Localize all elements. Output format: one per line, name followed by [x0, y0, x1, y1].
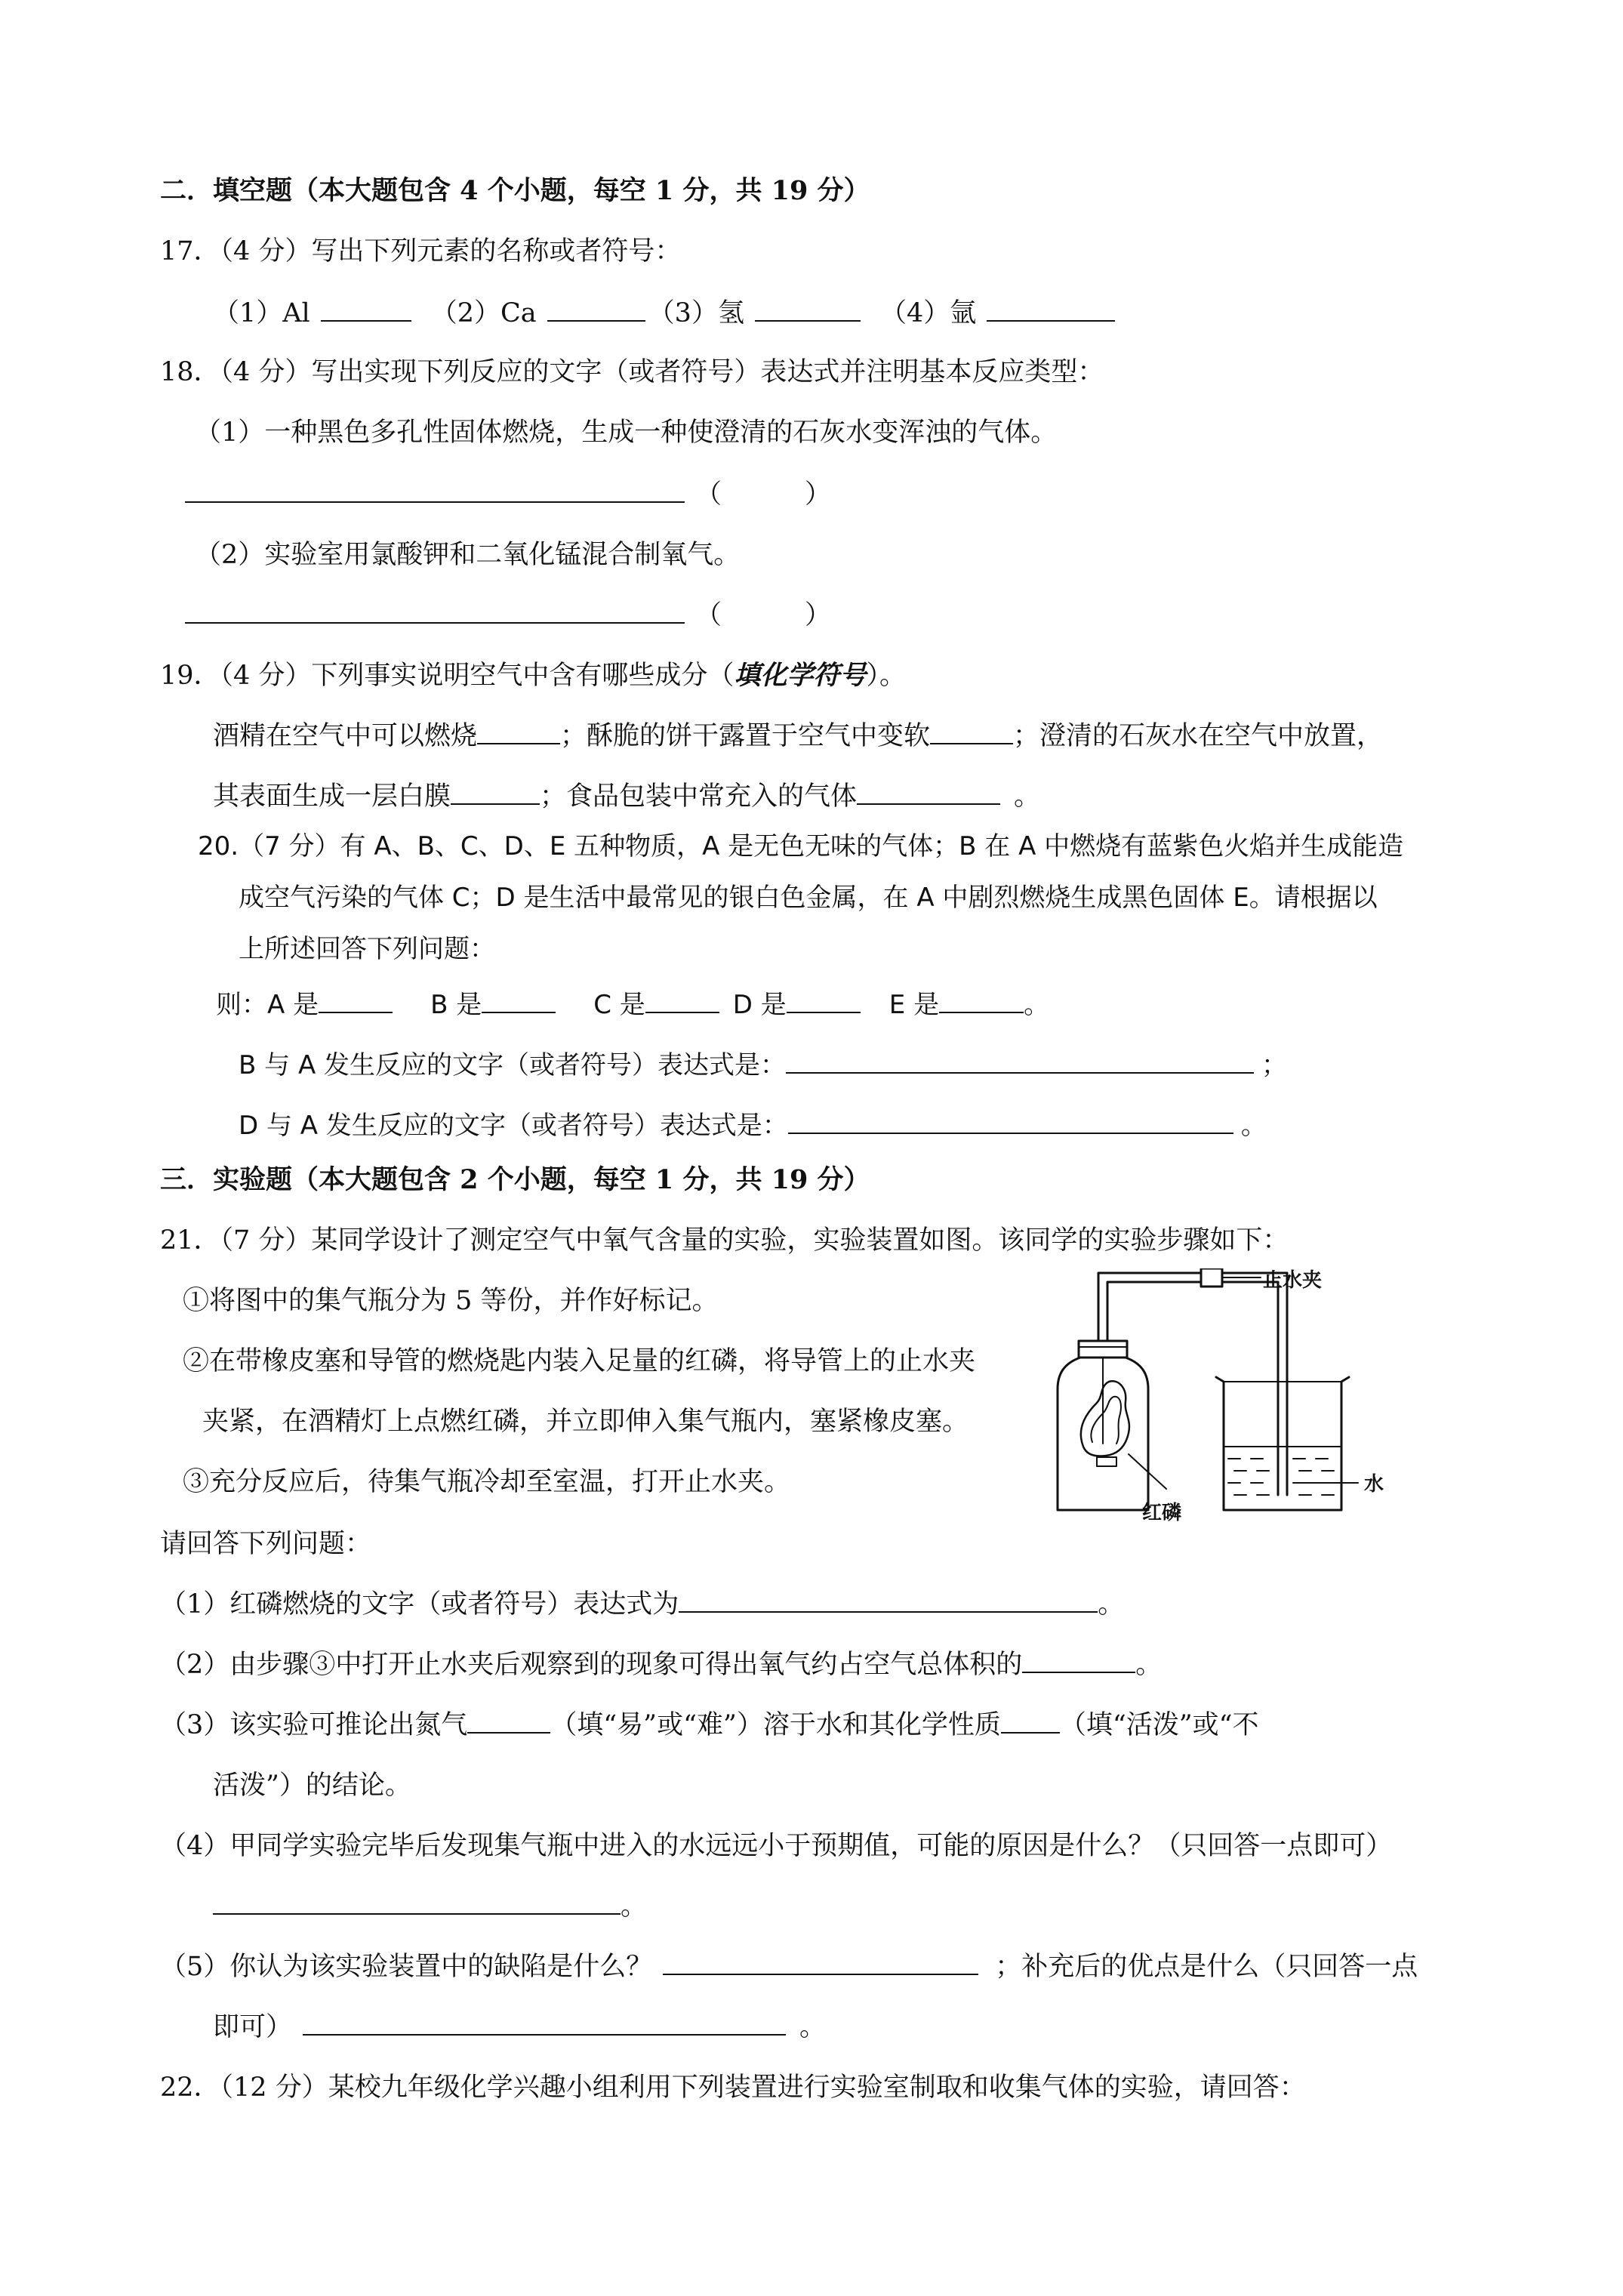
q21-a3-text-c: （填“活泼”或“不: [1059, 1710, 1259, 1740]
q19-blank-3[interactable]: [451, 779, 540, 805]
q21-answer-3-cont: 活泼”）的结论。: [213, 1771, 411, 1801]
q21-blank-5a[interactable]: [663, 1949, 978, 1975]
q20-label-c: C 是: [593, 990, 645, 1020]
question-21-stem: 21．（7 分）某同学设计了测定空气中氧气含量的实验，实验装置如图。该同学的实验步骤如下：: [160, 1225, 1289, 1256]
q21-a2-text: （2）由步骤③中打开止水夹后观察到的现象可得出氧气约占空气总体积的: [160, 1650, 1023, 1680]
q17-blank-4[interactable]: [987, 296, 1115, 322]
delivery-tube: [1098, 1273, 1201, 1344]
red-phosphorus-flame: [1081, 1381, 1129, 1456]
q20-label-b: B 是: [430, 990, 482, 1020]
q21-answer-4: （4）甲同学实验完毕后发现集气瓶中进入的水远远小于预期值，可能的原因是什么？（只回答一点即可）: [160, 1831, 1393, 1861]
q18-answer-line-2: [185, 598, 831, 633]
q20-blank-d[interactable]: [787, 988, 861, 1013]
q21-blank-3b[interactable]: [1001, 1708, 1060, 1734]
apparatus-figure: [1053, 1268, 1408, 1529]
q21-answer-3: [160, 1708, 1259, 1743]
q21-answer-5-cont: [213, 2010, 826, 2045]
q19-text-5: ；食品包装中常充入的气体: [540, 781, 858, 812]
q19-text-1: 酒精在空气中可以燃烧: [213, 721, 478, 751]
q20-period: 。: [1024, 990, 1050, 1020]
q20-blank-ba[interactable]: [786, 1048, 1254, 1074]
q21-blank-3a[interactable]: [467, 1708, 550, 1734]
question-22-stem: 22．（12 分）某校九年级化学兴趣小组利用下列装置进行实验室制取和收集气体的实验，请回答：: [160, 2073, 1306, 2103]
question-18-part-1: （1）一种黑色多孔性固体燃烧，生成一种使澄清的石灰水变浑浊的气体。: [195, 418, 1058, 448]
paren-open: （: [695, 479, 722, 510]
q21-a1-end: 。: [1098, 1589, 1125, 1620]
q17-blank-2[interactable]: [547, 296, 645, 322]
q17-item-2: （2）Ca: [430, 298, 537, 328]
q19-stem-b: ）。: [866, 661, 906, 691]
section-heading: 二．填空题（本大题包含 4 个小题，每空 1 分，共 19 分）: [160, 175, 870, 206]
q18-blank-equation-2[interactable]: [185, 598, 685, 624]
q21-step-3: ③充分反应后，待集气瓶冷却至室温，打开止水夹。: [183, 1467, 791, 1497]
q21-step-2a: ②在带橡皮塞和导管的燃烧匙内装入足量的红磷，将导管上的止水夹: [183, 1346, 976, 1376]
q19-text-3: ；澄清的石灰水在空气中放置，: [1013, 721, 1384, 751]
paren-open: （: [695, 600, 722, 630]
q19-blank-2[interactable]: [930, 719, 1013, 744]
q21-a5-text-b: ；补充后的优点是什么（只回答一点: [995, 1952, 1418, 1982]
q21-a5-text-a: （5）你认为该实验装置中的缺陷是什么？: [160, 1952, 653, 1982]
section-heading: 三．实验题（本大题包含 2 个小题，每空 1 分，共 19 分）: [160, 1164, 870, 1195]
q21-a3-text-b: （填“易”或“难”）溶于水和其化学性质: [550, 1710, 1001, 1740]
q18-answer-line-1: [185, 477, 831, 512]
q21-a5-end: 。: [799, 2012, 827, 2042]
q20-ba-text: B 与 A 发生反应的文字（或者符号）表达式是：: [239, 1050, 787, 1080]
q20-label-d: D 是: [732, 990, 787, 1020]
question-17-items: [213, 296, 1115, 331]
q20-blank-a[interactable]: [319, 988, 393, 1013]
paren-close: ）: [805, 600, 832, 630]
q19-text-2: ；酥脆的饼干露置于空气中变软: [560, 721, 931, 751]
q18-blank-equation-1[interactable]: [185, 477, 685, 503]
q21-step-2b: 夹紧，在酒精灯上点燃红磷，并立即伸入集气瓶内，塞紧橡皮塞。: [202, 1407, 969, 1437]
q20-label-e: E 是: [888, 990, 940, 1020]
q19-text-6: 。: [1014, 781, 1041, 812]
q20-label-a: 则：A 是: [216, 990, 319, 1020]
question-20-line-2: 成空气污染的气体 C；D 是生活中最常见的银白色金属，在 A 中剧烈燃烧生成黑色固体 E。请根据以: [239, 883, 1378, 913]
label-red-phosphorus: 红磷: [1142, 1502, 1182, 1524]
q21-blank-1[interactable]: [679, 1587, 1098, 1613]
question-17-stem: 17．（4 分）写出下列元素的名称或者符号：: [160, 236, 682, 267]
q21-prompt: 请回答下列问题：: [160, 1529, 372, 1559]
q21-step-1: ①将图中的集气瓶分为 5 等份，并作好标记。: [183, 1286, 719, 1316]
q19-text-4: 其表面生成一层白膜: [213, 781, 451, 812]
question-20-line-3: 上所述回答下列问题：: [239, 934, 495, 964]
q21-blank-5b[interactable]: [303, 2010, 786, 2036]
q20-ba-end: ；: [1261, 1050, 1288, 1080]
q20-blank-e[interactable]: [939, 988, 1024, 1013]
q21-a4-end: 。: [621, 1891, 648, 1922]
q21-answer-1: [160, 1587, 1124, 1622]
q19-blank-4[interactable]: [857, 779, 1000, 805]
q17-item-4: （4）氩: [879, 298, 977, 328]
question-18-part-2: （2）实验室用氯酸钾和二氧化锰混合制氧气。: [195, 540, 741, 570]
q17-blank-3[interactable]: [755, 296, 861, 322]
q20-da-end: 。: [1240, 1111, 1267, 1141]
water-clamp: [1201, 1268, 1222, 1287]
q21-a1-text: （1）红磷燃烧的文字（或者符号）表达式为: [160, 1589, 679, 1620]
q17-blank-1[interactable]: [321, 296, 411, 322]
q21-answer-2: [160, 1647, 1162, 1682]
q21-blank-2[interactable]: [1022, 1647, 1135, 1673]
question-20-line-1: 20.（7 分）有 A、B、C、D、E 五种物质，A 是无色无味的气体；B 在 A 中燃烧有蓝紫色火焰并生成能造: [198, 831, 1404, 861]
q20-blank-da[interactable]: [788, 1108, 1233, 1134]
q21-a5-text-c: 即可）: [213, 2012, 293, 2042]
question-18-stem: 18．（4 分）写出实现下列反应的文字（或者符号）表达式并注明基本反应类型：: [160, 357, 1104, 387]
q19-line-1: [213, 719, 1383, 754]
q19-stem-a: 19．（4 分）下列事实说明空气中含有哪些成分（: [160, 661, 735, 691]
label-water: 水: [1364, 1473, 1384, 1496]
q21-a3-text-a: （3）该实验可推论出氮气: [160, 1710, 468, 1740]
water: [1225, 1447, 1340, 1495]
question-19-stem: [160, 658, 906, 693]
q19-stem-emphasis: 填化学符号: [734, 660, 867, 691]
q20-blank-c[interactable]: [645, 988, 719, 1013]
q20-da-text: D 与 A 发生反应的文字（或者符号）表达式是：: [239, 1111, 788, 1141]
q17-item-3: （3）氢: [648, 298, 744, 328]
q20-blank-b[interactable]: [482, 988, 556, 1013]
q19-line-2: [213, 779, 1040, 814]
q20-da-line: [239, 1108, 1267, 1143]
q20-ba-line: [239, 1048, 1287, 1083]
q21-a2-end: 。: [1135, 1650, 1163, 1680]
q19-blank-1[interactable]: [477, 719, 560, 744]
label-water-clamp: 止水夹: [1263, 1269, 1323, 1292]
beaker: [1216, 1377, 1349, 1510]
q17-item-1: （1）Al: [213, 298, 310, 328]
q21-answer-5: [160, 1949, 1418, 1984]
q21-blank-4[interactable]: [213, 1889, 621, 1915]
paren-close: ）: [805, 479, 832, 510]
q21-answer-4-line: [213, 1889, 647, 1924]
q20-answers: [216, 988, 1049, 1022]
